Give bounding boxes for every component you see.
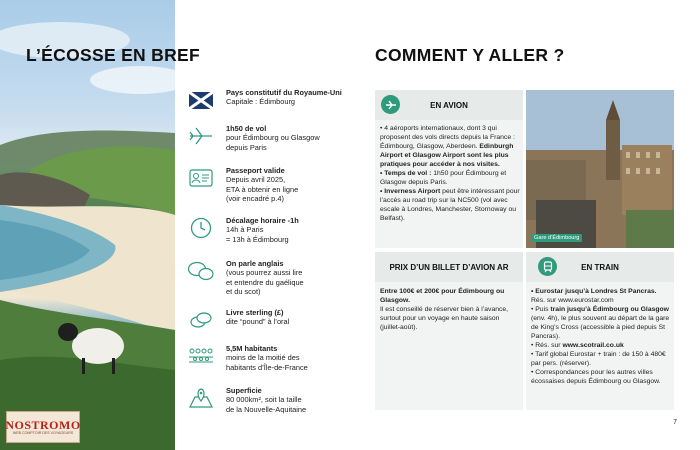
page-number: 7: [673, 419, 677, 426]
panel-heading-label: EN TRAIN: [581, 262, 619, 272]
speech-bubbles-icon: [186, 259, 216, 283]
edinburgh-station-photo: [526, 90, 674, 248]
airplane-icon: [186, 124, 216, 148]
train-eurostar-label: • Eurostar jusqu’à Londres St Pancras.: [531, 288, 657, 295]
plane-duration-text: 1h50 pour Édimbourg et Glasgow depuis Paris.: [380, 170, 507, 186]
train-booking-prefix: • Rés. sur: [531, 342, 563, 349]
fact-label: Pays constitutif du Royaume-Uni: [226, 88, 342, 97]
airplane-icon: [381, 95, 400, 114]
train-connection-prefix: • Puis: [531, 306, 551, 313]
train-price-text: • Tarif global Eurostar + train : de 150 à 480€ par pers. (réserver).: [531, 351, 666, 367]
train-info-text: [531, 287, 672, 386]
fact-label: Décalage horaire -1h: [226, 216, 299, 225]
fact-desc: Capitale : Édimbourg: [226, 97, 296, 107]
fact-desc: (vous pourrez aussi lire et entendre du gaélique et du scot): [226, 268, 304, 297]
fact-desc: pour Édimbourg ou Glasgow depuis Paris: [226, 133, 320, 152]
map-pin-icon: [186, 386, 216, 410]
plane-airports-bold: Edinburgh Airport et Glasgow Airport sont les plus pratiques pour accéder à nos visites.: [380, 143, 514, 168]
fact-label: 1h50 de vol: [226, 124, 267, 133]
plane-info-text: [380, 124, 521, 223]
plane-duration-label: • Temps de vol :: [380, 170, 432, 177]
fact-label: On parle anglais: [226, 259, 284, 268]
panel-heading-label: PRIX D’UN BILLET D’AVION AR: [389, 262, 509, 272]
people-icon: [186, 344, 216, 368]
photo-caption: Gare d’Édimbourg: [531, 234, 582, 242]
train-connections-text: • Correspondances pour les autres villes écossaises depuis Édimbourg ou Glasgow.: [531, 369, 661, 385]
fact-desc: moins de la moitié des habitants d’Île-de-France: [226, 353, 308, 372]
section-title-scotland-overview: L’ÉCOSSE EN BREF: [26, 45, 200, 65]
fact-label: 5,5M habitants: [226, 344, 278, 353]
fact-label: Passeport valide: [226, 166, 285, 175]
nostromo-logo: [6, 411, 80, 443]
train-icon: [538, 257, 557, 276]
fact-desc: 14h à Paris = 13h à Édimbourg: [226, 225, 289, 244]
fact-desc: 80 000km², soit la taille de la Nouvelle-Aquitaine: [226, 395, 307, 414]
scotland-landscape-photo: [0, 0, 175, 450]
panel-heading-price: [375, 252, 523, 282]
train-booking-link[interactable]: www.scotrail.co.uk: [562, 342, 624, 349]
section-title-how-to-get-there: COMMENT Y ALLER ?: [375, 45, 565, 65]
price-info-text: [380, 287, 520, 332]
train-eurostar-text: Rés. sur www.eurostar.com: [531, 297, 614, 304]
fact-label: Superficie: [226, 386, 262, 395]
train-connection-text: (env. 4h), le plus souvent au départ de la gare de King’s Cross (accessible à pied depuis St Pancras).: [531, 315, 670, 340]
price-range-text: Entre 100€ et 200€ pour Édimbourg ou Glasgow.: [380, 288, 505, 304]
flag-scotland-icon: [186, 88, 216, 112]
price-advice-text: Il est conseillé de réserver bien à l’avance, surtout pour un voyage en haute saison (juillet-août).: [380, 306, 509, 331]
logo-tagline: WEB COMPTOIR DES VOYAGEURS: [12, 430, 74, 435]
fact-label: Livre sterling (£): [226, 308, 284, 317]
train-connection-bold: train jusqu’à Édimbourg ou Glasgow: [550, 306, 669, 313]
fact-desc: Depuis avril 2025, ETA à obtenir en ligne (voir encadré p.4): [226, 175, 299, 204]
clock-icon: [186, 216, 216, 240]
logo-brand: NOSTROMO: [5, 417, 81, 432]
plane-airports-text: • 4 aéroports internationaux, dont 3 qui proposent des vols directs depuis la France : Édimbourg, Glasgow, Aberdeen.: [380, 125, 515, 150]
coins-icon: [186, 308, 216, 332]
passport-card-icon: [186, 166, 216, 190]
plane-inverness-label: • Inverness Airport: [380, 188, 441, 195]
fact-desc: dite “pound” à l’oral: [226, 317, 290, 327]
plane-inverness-text: peut être intéressant pour l’accès au road trip sur la NC500 (vol avec escale à Londres, Manchester, Stornoway ou Belfast).: [380, 188, 520, 222]
panel-heading-label: EN AVION: [430, 100, 468, 110]
